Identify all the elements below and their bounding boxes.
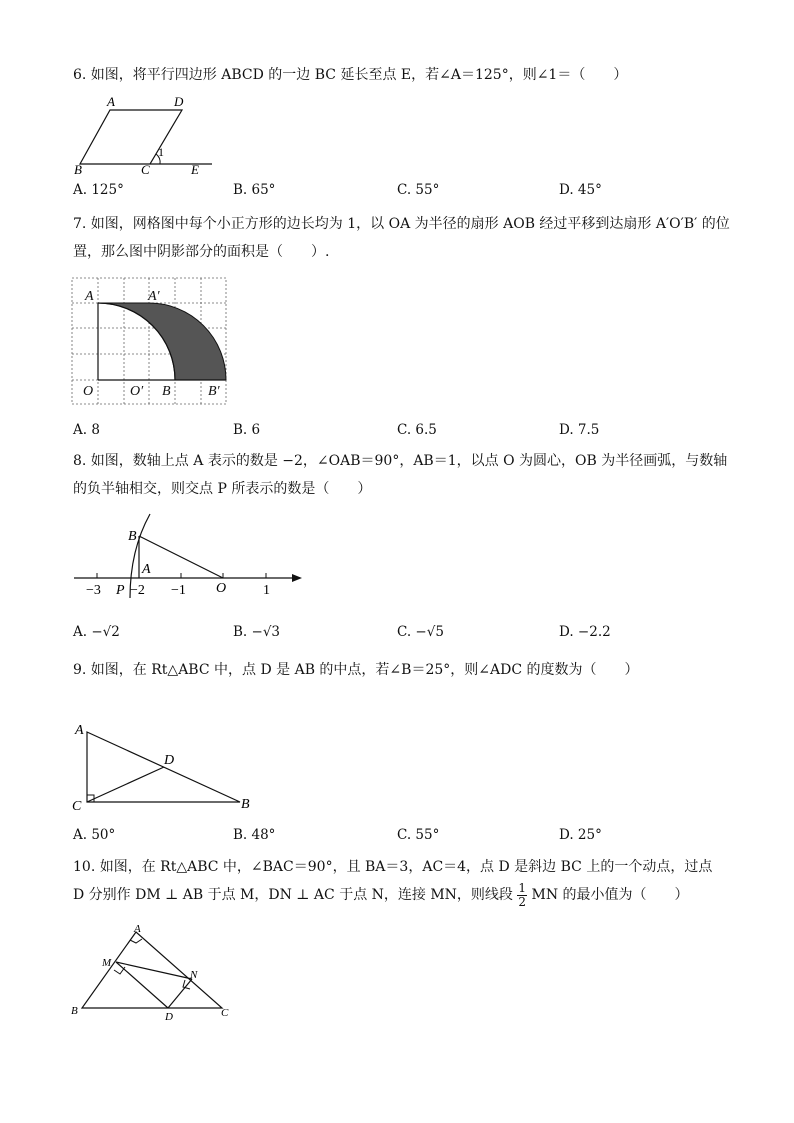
label-A: A <box>75 723 84 738</box>
option-c[interactable]: C. 6.5 <box>397 422 437 438</box>
label-M: M <box>102 957 112 969</box>
question-6-figure <box>70 92 220 180</box>
question-10-figure <box>70 922 250 1030</box>
label-P: P <box>116 583 125 598</box>
option-b[interactable]: B. −√3 <box>233 624 281 640</box>
label-B: B <box>162 384 171 399</box>
label-D: D <box>165 1011 173 1023</box>
tick-minus-3: −3 <box>86 583 101 598</box>
question-7-options <box>73 422 733 442</box>
label-B: B <box>128 529 137 544</box>
label-D: D <box>164 753 175 768</box>
option-d[interactable]: D. 25° <box>559 827 602 843</box>
label-B: B <box>71 1005 78 1017</box>
option-b[interactable]: B. 6 <box>233 422 261 438</box>
option-c[interactable]: C. −√5 <box>397 624 444 640</box>
question-10-text <box>73 853 733 909</box>
question-10-line-2-part-a: D 分别作 DM ⊥ AB 于点 M，DN ⊥ AC 于点 N，连接 MN，则线段 <box>73 887 513 903</box>
option-a[interactable]: A. 125° <box>73 182 124 198</box>
question-7-text <box>73 210 733 266</box>
option-c[interactable]: C. 55° <box>397 182 440 198</box>
one-half-fraction <box>517 882 527 909</box>
tick-minus-1: −1 <box>171 583 186 598</box>
label-O: O <box>216 581 227 596</box>
label-O: O <box>83 384 94 399</box>
question-9-figure <box>70 720 260 820</box>
option-a[interactable]: A. 8 <box>73 422 100 438</box>
label-A-prime: A′ <box>148 289 160 304</box>
label-D: D <box>174 94 184 109</box>
question-7-line-1: 7. 如图，网格图中每个小正方形的边长均为 1，以 OA 为半径的扇形 AOB 经过平移到达扇形 A′O′B′ 的位 <box>73 216 730 232</box>
label-N: N <box>190 969 198 981</box>
question-8-options <box>73 624 733 644</box>
question-8-line-1: 8. 如图，数轴上点 A 表示的数是 −2，∠OAB＝90°，AB＝1，以点 O 为圆心，OB 为半径画弧，与数轴 <box>73 453 728 469</box>
label-B: B <box>74 162 82 176</box>
question-8-text <box>73 447 733 503</box>
option-a[interactable]: A. −√2 <box>73 624 120 640</box>
label-A: A <box>134 923 141 935</box>
label-C: C <box>141 162 150 176</box>
option-d[interactable]: D. 45° <box>559 182 602 198</box>
question-8-figure <box>70 510 310 606</box>
option-d[interactable]: D. 7.5 <box>559 422 600 438</box>
label-C: C <box>221 1007 229 1019</box>
option-b[interactable]: B. 48° <box>233 827 276 843</box>
question-10-line-2-part-b: MN 的最小值为（ ） <box>531 887 689 903</box>
fraction-denominator: 2 <box>518 894 527 909</box>
label-A: A <box>107 94 115 109</box>
fraction-numerator: 1 <box>518 880 527 895</box>
option-a[interactable]: A. 50° <box>73 827 116 843</box>
question-10-line-1: 10. 如图，在 Rt△ABC 中，∠BAC＝90°，且 BA＝3，AC＝4，点 D 是斜边 BC 上的一个动点，过点 <box>73 859 713 875</box>
option-c[interactable]: C. 55° <box>397 827 440 843</box>
tick-1: 1 <box>263 583 270 598</box>
label-C: C <box>72 799 82 814</box>
question-10-line-2 <box>73 881 733 909</box>
label-B: B <box>241 797 250 812</box>
question-6-text: 6. 如图，将平行四边形 ABCD 的一边 BC 延长至点 E，若∠A＝125°，则∠1＝（ ） <box>73 67 628 83</box>
option-d[interactable]: D. −2.2 <box>559 624 611 640</box>
label-O-prime: O′ <box>130 384 144 399</box>
question-8-line-2: 的负半轴相交，则交点 P 所表示的数是（ ） <box>73 481 372 497</box>
label-angle-1: 1 <box>158 145 164 159</box>
option-b[interactable]: B. 65° <box>233 182 276 198</box>
label-A: A <box>142 562 151 577</box>
label-E: E <box>191 162 199 176</box>
question-9-text: 9. 如图，在 Rt△ABC 中，点 D 是 AB 的中点，若∠B＝25°，则∠ADC 的度数为（ ） <box>73 662 639 678</box>
question-7-line-2: 置，那么图中阴影部分的面积是（ ）. <box>73 244 330 260</box>
label-A: A <box>85 289 94 304</box>
question-7-figure <box>70 276 230 412</box>
label-B-prime: B′ <box>208 384 220 399</box>
question-6-options <box>73 182 733 202</box>
question-9-options <box>73 827 733 847</box>
tick-minus-2: −2 <box>130 583 145 598</box>
